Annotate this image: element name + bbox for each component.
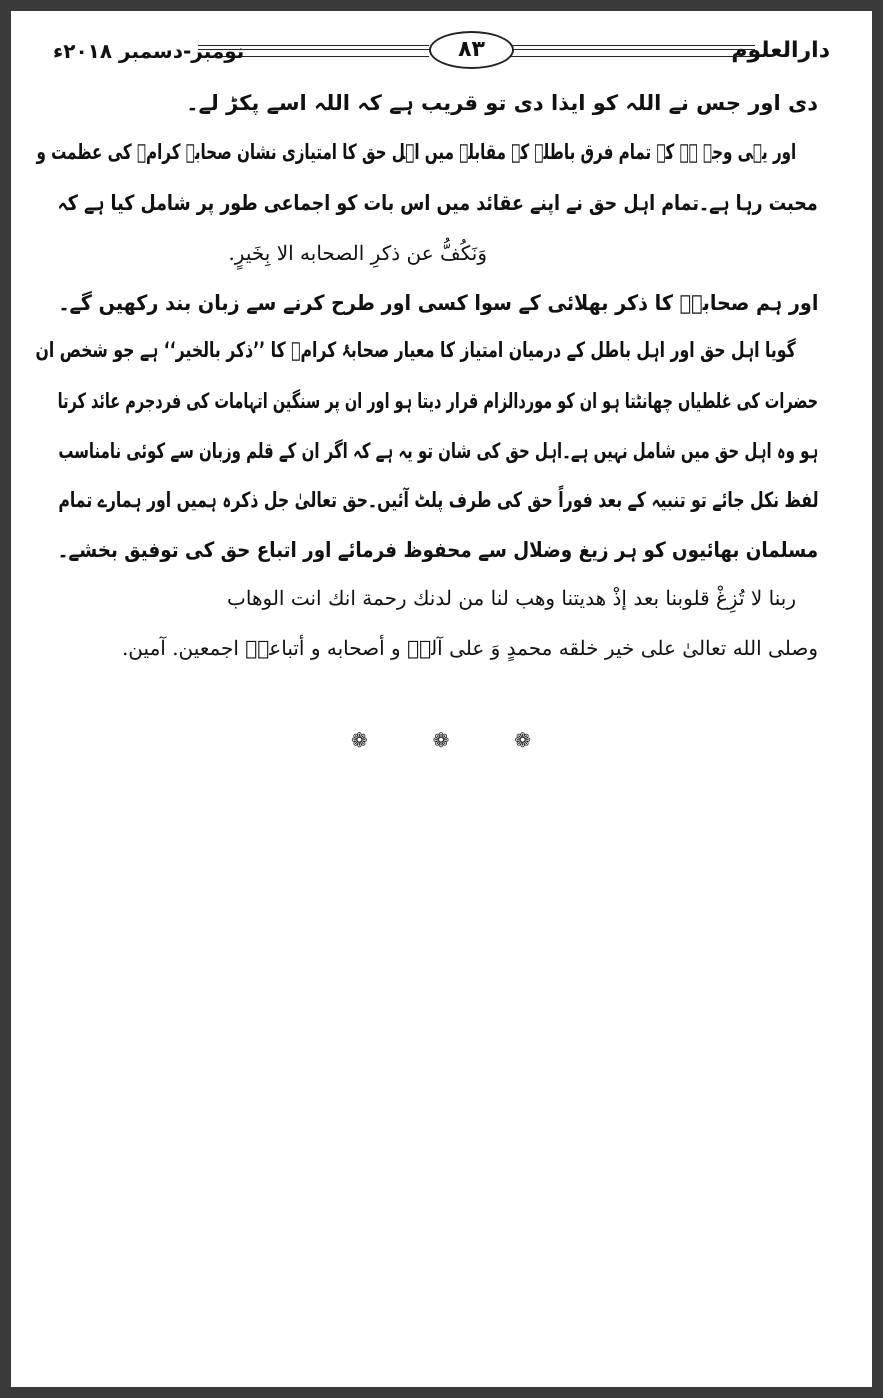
body-line-6: گویا اہل حق اور اہل باطل کے درمیان امتیاز کا معیار صحابۂ کرامؓ کا ’’ذکر بالخیر‘‘ ہے جو شخص ان [35, 338, 796, 362]
body-line-7: حضرات کی غلطیاں چھانٹتا ہو ان کو موردالزام قرار دیتا ہو اور ان پر سنگین اتہامات کی فردجرم عائد کرتا [57, 389, 818, 413]
body-line-1: دی اور جس نے اللہ کو ایذا دی تو قریب ہے کہ اللہ اسے پکڑ لے۔ [186, 91, 818, 115]
header-rule-right [493, 45, 755, 57]
ornament-icon: ❁ [351, 728, 368, 752]
closing-dua: ربنا لا تُزِغْ قلوبنا بعد إذْ هديتنا وهب لنا من لدنك رحمة انك انت الوهاب [227, 586, 796, 610]
page [11, 11, 872, 1387]
body-line-9: لفظ نکل جائے تو تنبیہ کے بعد فوراً حق کی طرف پلٹ آئیں۔حق تعالیٰ جل ذکرہ ہمیں اور ہمارے تمام [57, 488, 818, 512]
page-number: ۸۳ [429, 31, 514, 69]
page-header [53, 33, 830, 69]
issue-date: نومبر-دسمبر ۲۰۱۸ء [53, 39, 245, 63]
body-line-3: محبت رہا ہے۔تمام اہل حق نے اپنے عقائد میں اس بات کو اجماعی طور پر شامل کیا ہے کہ [57, 191, 818, 215]
journal-name: دارالعلوم [731, 38, 830, 63]
body-line-8: ہو وہ اہل حق میں شامل نہیں ہے۔اہل حق کی شان تو یہ ہے کہ اگر ان کے قلم وزبان سے کوئی نامناسب [58, 439, 818, 463]
ornament-icon: ❁ [432, 728, 450, 752]
body-line-2: اور یہی وجہ ہے کہ تمام فرق باطلہ کے مقابلہ میں اہل حق کا امتیازی نشان صحابۂ کرامؓ کی عظمت و [36, 140, 796, 164]
body-line-10: مسلمان بھائیوں کو ہر زیغ وضلال سے محفوظ فرمائے اور اتباع حق کی توفیق بخشے۔ [57, 538, 818, 562]
closing-salawat: وصلى الله تعالىٰ على خير خلقه محمدٍ وَ على آلهٖ و أصحابه و أتباعهٖ اجمعين. آمين. [121, 636, 818, 660]
ornament-icon: ❁ [514, 728, 531, 752]
body-line-5: اور ہم صحابہؓ کا ذکر بھلائی کے سوا کسی اور طرح کرنے سے زبان بند رکھیں گے۔ [57, 291, 818, 315]
section-ornaments [351, 729, 531, 751]
arabic-quote: وَنَکُفُّ عن ذکرِ الصحابه الا بِخَیرٍ. [228, 241, 487, 265]
